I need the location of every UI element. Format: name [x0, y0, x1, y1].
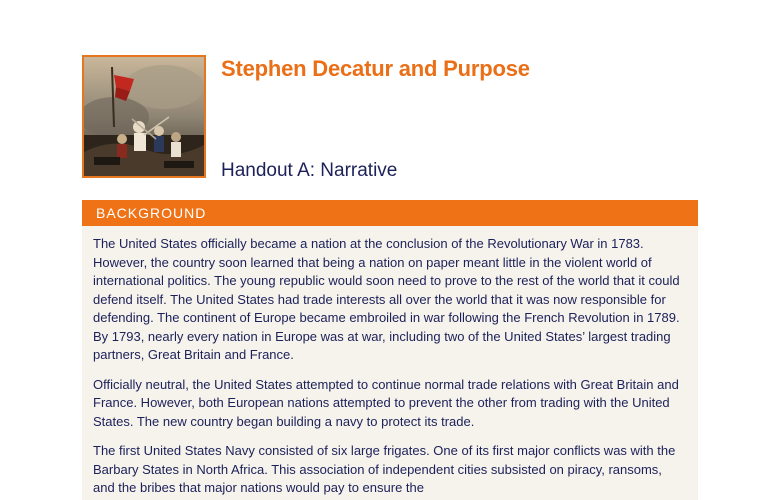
paragraph: The United States officially became a nation at the conclusion of the Revolutionary War in 1783. However, the country soon learned that being a nation on paper meant little in the violent world of international politics. The young republic would soon need to prove to the rest of the world that it could defend itself. The United States had trade interests all over the world that it was now responsible for defending. The continent of Europe became embroiled in war following the French Revolution in 1789. By 1793, nearly every nation in Europe was at war, including two of the United States’ largest trading partners, Great Britain and France. [93, 236, 680, 362]
paragraph: Officially neutral, the United States attempted to continue normal trade relations with Great Britain and France. However, both European nations attempted to prevent the other from trading with the United States. The new country began building a navy to protect its trade. [93, 376, 679, 429]
battle-painting-icon [84, 57, 204, 176]
paragraph: The first United States Navy consisted of six large frigates. One of its first major conflicts was with the Barbary States in North Africa. This association of independent cities subsisted on piracy, ransoms, and the bribes that major nations would pay to ensure the [93, 443, 676, 495]
page-title: Stephen Decatur and Purpose [221, 56, 530, 81]
background-section [82, 200, 698, 500]
section-header: BACKGROUND [82, 200, 698, 226]
section-body [82, 226, 698, 498]
battle-painting-image [82, 55, 206, 178]
page-subtitle: Handout A: Narrative [221, 160, 398, 181]
